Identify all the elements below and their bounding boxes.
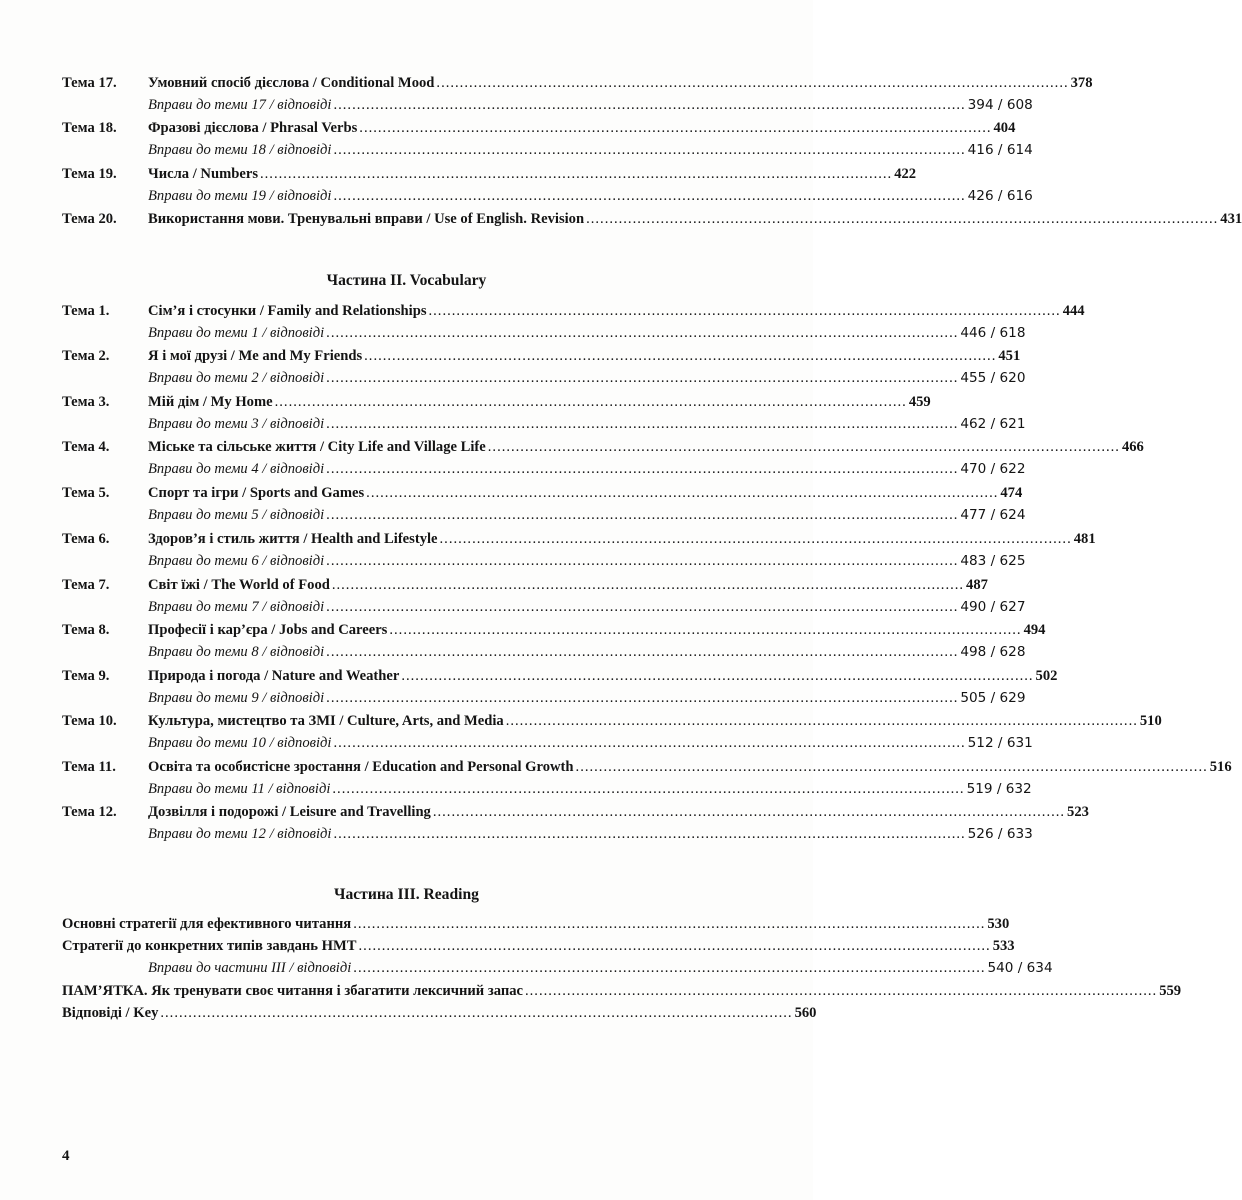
exercise-entry-link[interactable] <box>148 413 1026 435</box>
topic-title: Числа / Numbers <box>148 166 258 182</box>
exercise-entry-link[interactable] <box>148 139 1033 161</box>
dot-leader: ........................................................................................................................................ <box>333 97 966 113</box>
page-ref: 455 / 620 <box>960 370 1026 386</box>
topic-title: Умовний спосіб дієслова / Conditional Mood <box>148 75 435 91</box>
dot-leader: ........................................................................................................................................ <box>432 804 1066 820</box>
dot-leader: ........................................................................................................................................ <box>439 531 1072 547</box>
toc-entry-link[interactable] <box>62 935 1015 957</box>
topic-title: Професії і кар’єра / Jobs and Careers <box>148 622 388 638</box>
dot-leader: ........................................................................................................................................ <box>401 668 1034 684</box>
page-ref: 510 <box>1139 713 1162 729</box>
topic-title: Культура, мистецтво та ЗМІ / Culture, Arts, and Media <box>148 713 504 729</box>
toc-section <box>62 913 1053 979</box>
exercise-title: Вправи до теми 17 / відповіді <box>148 97 332 113</box>
topic-number: Тема 18. <box>62 120 117 136</box>
exercise-entry-link[interactable] <box>148 596 1026 618</box>
topic-title: Дозвілля і подорожі / Leisure and Travelling <box>148 804 431 820</box>
dot-leader: ........................................................................................................................................ <box>366 485 999 501</box>
exercise-entry-link[interactable] <box>148 94 1033 116</box>
page-ref: 512 / 631 <box>967 735 1033 751</box>
exercise-title: Вправи до частини III / відповіді <box>148 960 352 976</box>
toc-topic <box>62 619 1046 663</box>
toc-entry-link[interactable] <box>148 117 1016 139</box>
exercise-title: Вправи до теми 8 / відповіді <box>148 644 325 660</box>
page-ref: 560 <box>794 1005 817 1021</box>
dot-leader: ........................................................................................................................................ <box>326 416 959 432</box>
exercise-title: Вправи до теми 3 / відповіді <box>148 416 325 432</box>
topic-number: Тема 3. <box>62 394 110 410</box>
dot-leader: ........................................................................................................................................ <box>358 938 991 954</box>
page-ref: 446 / 618 <box>960 325 1026 341</box>
dot-leader: ........................................................................................................................................ <box>586 211 1219 227</box>
exercise-title: Вправи до теми 7 / відповіді <box>148 599 325 615</box>
exercise-entry-link[interactable] <box>148 185 1033 207</box>
page-number: 4 <box>62 1148 70 1164</box>
page-ref: 533 <box>992 938 1015 954</box>
toc-topic <box>62 163 1033 207</box>
exercise-title: Вправи до теми 19 / відповіді <box>148 188 332 204</box>
toc-topic <box>62 710 1162 754</box>
toc-topic <box>62 208 1242 230</box>
part-heading: Частина II. Vocabulary <box>326 272 487 289</box>
topic-title: Мій дім / My Home <box>148 394 273 410</box>
toc-entry-link[interactable] <box>62 980 1182 1002</box>
page-ref: 459 <box>908 394 931 410</box>
page-ref: 431 <box>1220 211 1242 227</box>
dot-leader: ........................................................................................................................................ <box>326 644 959 660</box>
exercise-entry-link[interactable] <box>148 641 1026 663</box>
exercise-title: Вправи до теми 5 / відповіді <box>148 507 325 523</box>
toc-topic <box>62 665 1058 709</box>
dot-leader: ........................................................................................................................................ <box>487 439 1120 455</box>
page-ref: 416 / 614 <box>967 142 1033 158</box>
topic-title: Світ їжі / The World of Food <box>148 577 330 593</box>
exercise-entry-link[interactable] <box>148 778 1032 800</box>
toc-entry-link[interactable] <box>148 710 1162 732</box>
toc-topic <box>62 436 1144 480</box>
toc-topic <box>62 72 1093 116</box>
exercise-entry-link[interactable] <box>148 458 1026 480</box>
page-ref: 404 <box>993 120 1016 136</box>
page-ref: 483 / 625 <box>960 553 1026 569</box>
page-ref: 426 / 616 <box>967 188 1033 204</box>
entry-title: Основні стратегії для ефективного читання <box>62 916 352 932</box>
exercise-title: Вправи до теми 18 / відповіді <box>148 142 332 158</box>
topic-number: Тема 2. <box>62 348 110 364</box>
page-ref: 477 / 624 <box>960 507 1026 523</box>
dot-leader: ........................................................................................................................................ <box>331 577 965 593</box>
topic-number: Тема 6. <box>62 531 110 547</box>
dot-leader: ........................................................................................................................................ <box>260 166 893 182</box>
page-ref: 516 <box>1209 759 1232 775</box>
toc-topic <box>62 117 1033 161</box>
page-ref: 519 / 632 <box>966 781 1032 797</box>
dot-leader: ........................................................................................................................................ <box>326 599 959 615</box>
topic-title: Фразові дієслова / Phrasal Verbs <box>148 120 358 136</box>
dot-leader: ........................................................................................................................................ <box>575 759 1208 775</box>
page-ref: 394 / 608 <box>967 97 1033 113</box>
topic-title: Я і мої друзі / Me and My Friends <box>148 348 363 364</box>
part-heading: Частина III. Reading <box>334 886 479 903</box>
entry-title: Відповіді / Key <box>62 1005 159 1021</box>
exercise-title: Вправи до теми 4 / відповіді <box>148 461 325 477</box>
toc-entry-link[interactable] <box>148 528 1096 550</box>
toc-entry-link[interactable] <box>148 574 988 596</box>
exercise-title: Вправи до теми 11 / відповіді <box>148 781 331 797</box>
page-ref: 530 <box>987 916 1010 932</box>
dot-leader: ........................................................................................................................................ <box>364 348 997 364</box>
dot-leader: ........................................................................................................................................ <box>274 394 907 410</box>
exercise-entry-link[interactable] <box>148 322 1026 344</box>
topic-title: Природа і погода / Nature and Weather <box>148 668 400 684</box>
exercise-entry-link[interactable] <box>148 732 1033 754</box>
toc-topic <box>62 528 1096 572</box>
page-ref: 466 <box>1121 439 1144 455</box>
toc-entry-link[interactable] <box>148 72 1093 94</box>
page-ref: 498 / 628 <box>960 644 1026 660</box>
page-ref: 470 / 622 <box>960 461 1026 477</box>
topic-title: Міське та сільське життя / City Life and Village Life <box>148 439 486 455</box>
toc-entry-link[interactable] <box>148 619 1046 641</box>
exercise-entry-link[interactable] <box>148 504 1026 526</box>
toc-entry-link[interactable] <box>148 345 1021 367</box>
topic-title: Здоров’я і стиль життя / Health and Lifestyle <box>148 531 438 547</box>
dot-leader: ........................................................................................................................................ <box>389 622 1022 638</box>
dot-leader: ........................................................................................................................................ <box>333 188 966 204</box>
exercise-title: Вправи до теми 12 / відповіді <box>148 826 332 842</box>
exercise-entry-link[interactable] <box>148 957 1053 979</box>
topic-title: Освіта та особистісне зростання / Education and Personal Growth <box>148 759 574 775</box>
exercise-entry-link[interactable] <box>148 823 1033 845</box>
entry-title: ПАМ’ЯТКА. Як тренувати своє читання і збагатити лексичний запас <box>62 983 523 999</box>
toc-topic <box>62 345 1026 389</box>
page-ref: 474 <box>1000 485 1023 501</box>
dot-leader: ........................................................................................................................................ <box>326 325 959 341</box>
page-ref: 505 / 629 <box>960 690 1026 706</box>
exercise-entry-link[interactable] <box>148 550 1026 572</box>
page-ref: 523 <box>1067 804 1089 820</box>
dot-leader: ........................................................................................................................................ <box>353 916 986 932</box>
toc-entry-link[interactable] <box>148 163 917 185</box>
topic-number: Тема 7. <box>62 577 110 593</box>
page-ref: 490 / 627 <box>960 599 1026 615</box>
toc-topic <box>62 391 1026 435</box>
toc-entry-link[interactable] <box>148 436 1144 458</box>
page-ref: 444 <box>1062 303 1085 319</box>
topic-number: Тема 4. <box>62 439 110 455</box>
toc-topic <box>62 482 1026 526</box>
topic-number: Тема 12. <box>62 804 117 820</box>
toc-entry-link[interactable] <box>148 300 1085 322</box>
exercise-entry-link[interactable] <box>148 367 1026 389</box>
topic-number: Тема 10. <box>62 713 117 729</box>
dot-leader: ........................................................................................................................................ <box>353 960 986 976</box>
exercise-title: Вправи до теми 1 / відповіді <box>148 325 325 341</box>
exercise-title: Вправи до теми 6 / відповіді <box>148 553 325 569</box>
dot-leader: ........................................................................................................................................ <box>428 303 1061 319</box>
toc-topic <box>62 801 1089 845</box>
entry-title: Стратегії до конкретних типів завдань НМТ <box>62 938 357 954</box>
topic-number: Тема 19. <box>62 166 117 182</box>
page-ref: 540 / 634 <box>987 960 1053 976</box>
dot-leader: ........................................................................................................................................ <box>326 553 959 569</box>
toc-entry-link[interactable] <box>62 1002 817 1024</box>
dot-leader: ........................................................................................................................................ <box>436 75 1069 91</box>
topic-title: Спорт та ігри / Sports and Games <box>148 485 365 501</box>
topic-title: Використання мови. Тренувальні вправи / Use of English. Revision <box>148 211 585 227</box>
topic-number: Тема 17. <box>62 75 117 91</box>
dot-leader: ........................................................................................................................................ <box>333 735 966 751</box>
page-ref: 526 / 633 <box>967 826 1033 842</box>
topic-title: Сім’я і стосунки / Family and Relationships <box>148 303 427 319</box>
topic-number: Тема 20. <box>62 211 117 227</box>
topic-number: Тема 11. <box>62 759 116 775</box>
dot-leader: ........................................................................................................................................ <box>160 1005 793 1021</box>
topic-number: Тема 8. <box>62 622 110 638</box>
dot-leader: ........................................................................................................................................ <box>326 461 959 477</box>
page-ref: 502 <box>1035 668 1058 684</box>
toc-entry-link[interactable] <box>148 665 1058 687</box>
toc-entry-link[interactable] <box>148 756 1232 778</box>
toc-entry-link[interactable] <box>148 482 1023 504</box>
toc-topic <box>62 300 1085 344</box>
dot-leader: ........................................................................................................................................ <box>505 713 1138 729</box>
exercise-title: Вправи до теми 10 / відповіді <box>148 735 332 751</box>
page-ref: 378 <box>1070 75 1093 91</box>
exercise-title: Вправи до теми 2 / відповіді <box>148 370 325 386</box>
page-ref: 481 <box>1073 531 1096 547</box>
page-ref: 494 <box>1023 622 1046 638</box>
toc-topic <box>62 574 1026 618</box>
dot-leader: ........................................................................................................................................ <box>326 370 959 386</box>
exercise-title: Вправи до теми 9 / відповіді <box>148 690 325 706</box>
page-ref: 462 / 621 <box>960 416 1026 432</box>
page-ref: 451 <box>998 348 1021 364</box>
dot-leader: ........................................................................................................................................ <box>333 142 966 158</box>
page-ref: 422 <box>894 166 917 182</box>
exercise-entry-link[interactable] <box>148 687 1026 709</box>
toc-entry-link[interactable] <box>62 913 1010 935</box>
dot-leader: ........................................................................................................................................ <box>525 983 1158 999</box>
dot-leader: ........................................................................................................................................ <box>326 690 959 706</box>
topic-number: Тема 1. <box>62 303 110 319</box>
topic-number: Тема 5. <box>62 485 110 501</box>
toc-entry-link[interactable] <box>148 208 1242 230</box>
dot-leader: ........................................................................................................................................ <box>333 826 966 842</box>
toc-topic <box>62 756 1232 800</box>
dot-leader: ........................................................................................................................................ <box>332 781 965 797</box>
toc-entry-link[interactable] <box>148 391 931 413</box>
dot-leader: ........................................................................................................................................ <box>326 507 959 523</box>
page-ref: 487 <box>966 577 988 593</box>
topic-number: Тема 9. <box>62 668 110 684</box>
page-ref: 559 <box>1159 983 1182 999</box>
toc-entry-link[interactable] <box>148 801 1089 823</box>
toc-section <box>62 980 1182 1024</box>
dot-leader: ........................................................................................................................................ <box>359 120 992 136</box>
